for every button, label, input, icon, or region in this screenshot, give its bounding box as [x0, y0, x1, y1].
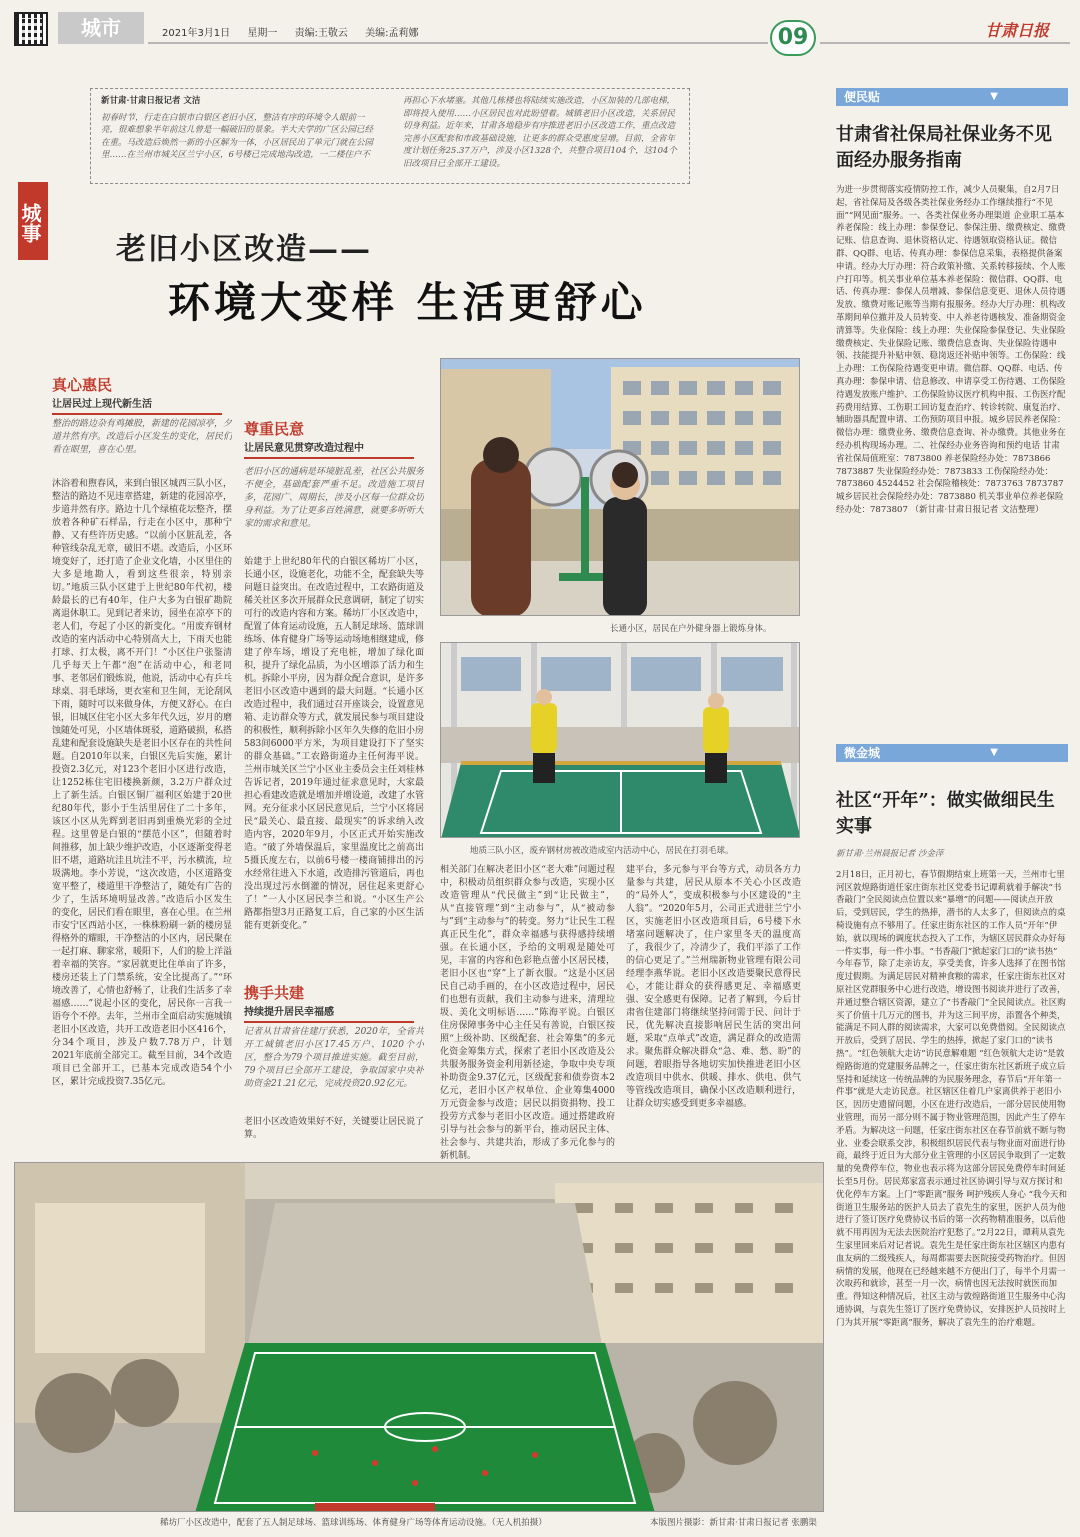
photo-aerial-illustration	[15, 1163, 824, 1512]
photo-credit: 本版图片摄影：新甘肃·甘肃日报记者 张鹏渠	[650, 1518, 817, 1528]
designer-credit: 美编:孟莉娜	[365, 28, 419, 39]
section-4-body-left: 相关部门在解决老旧小区“老大难”问题过程中，积极动员组织群众参与改造，实现小区改造管理从“代民做主”到“让民做主”，从“直接管理”到“主动参与”，从“被动参与”到“主动参与”的转变。努力“让民生工程真正民生化”，群众幸福感与获得感持续增强。在长通小区，予给的文明观是随处可见，丰富的内容和色彩艳点蕾小区居民楼，老旧小区也“穿”上了新衣服。“这是小区居民自己动手画的，在小区改造过程中，居民们也想有贡献，我们主动参与进来，清理垃圾、美化文明标语……”陈海平说。白银区住房保障事务中心主任吴有善说，白银区按照“上级补助、区级配套、社会筹集”的多元化资金筹集方式，探索了老旧小区改造及公共服务服务资金利用新径途，争取中央专项补助资金9.37亿元，区级配套和债券资本2亿元，老旧小区产权单位、企业筹集4000万元资金参与改造；居民以捐资捐物、投工投劳方式参与老旧小区改造。通过搭建政府引导与社会参与的新平台，推动居民主体、社会参与、共建共治，形成了多元化参与的新机制。	[440, 865, 615, 1160]
section-2-rule	[244, 457, 414, 459]
page-number: 09	[770, 20, 816, 56]
tag-bar-weijincheng	[836, 744, 1068, 762]
tag-convenience-label: 便民贴	[844, 90, 881, 104]
section-side-label: 城事	[18, 182, 48, 260]
convenience-title: 甘肃省社保局社保业务不见面经办服务指南	[836, 124, 1052, 171]
qr-code-icon[interactable]	[14, 12, 48, 46]
section-1-subtitle: 让居民过上现代新生活	[52, 399, 152, 410]
section-2-body: 始建于上世纪80年代的白银区稀坊厂小区，长通小区，设施老化，功能不全，配套缺失等问题日益突出。在改造过程中，工农路街道及稀关社区多次开展群众民意调研，制定了切实可行的改造内容和方案。稀坊厂小区改造中，配置了体育运动设施，五人制足球场、篮球训练场、体育健身广场等运动场地相继建成，修建了停车场，增设了充电桩，增加了绿化面积，提升了绿化品质，为小区增添了活力和生机。拆除小平房，因为群众配合意识，是许多老旧小区改造中遇到的最大问题。“长通小区改造过程中，我们通过召开座谈会，设置意见箱、走访群众等方式，就发展民参与项目建设的积极性，顺利拆除小区年久失修的危旧小房583间6000平方米，为项目建设打下了坚实的群众基础。”工农路街道办主任何海平说。兰州市城关区兰宁小区业主委员会主任刘桂林告诉记者，2019年通过征求意见时，大家最担心看建改造就是增加并增设道，改建了水管网。充分征求小区居民意见后，兰宁小区将居民“最关心、最直接、最现实”的诉求纳入改造内容，2020年9月，小区正式开始实施改造。“破了外墙保温后，家里温度比之前高出5摄氏度左右，以前6号楼一楼商铺排出的污水经常往进入下水道，改造排污管道后，再也没出现过污水倒灌的情况，居住起来更舒心了！”一人小区居民李兰和说。“小区生产公路都指望3月正路复工后，自己家的小区生活能有更新变化。”	[244, 557, 424, 931]
issue-weekday: 星期一	[247, 28, 278, 39]
photo-badminton-hall	[440, 642, 800, 838]
photo-aerial-football	[14, 1162, 824, 1512]
article-headline: 环境大变样 生活更舒心	[168, 278, 647, 327]
section-3-intro: 记者从甘肃省住建厅获悉，2020年，全省共开工城镇老旧小区17.45万户、1020个小区，整合为79个项目推进实施。截至目前，79个项目已全部开工建设，争取国家中央补助资金21.21亿元，完成投资20.92亿元。	[244, 1027, 424, 1089]
issue-date: 2021年3月1日	[162, 28, 231, 39]
section-2-subtitle: 让居民意见贯穿改造过程中	[244, 443, 364, 454]
section-3-body: 老旧小区改造效果好不好，关键要让居民说了算。	[244, 1117, 424, 1140]
lead-box	[90, 88, 690, 184]
triangle-down-icon: ▼	[990, 747, 998, 758]
section-1-body: 沐浴着和煦春风，来到白银区城西三队小区，整洁的路边不见违章搭建，新建的花园凉亭，步道井然有序。路边十几个绿植花坛整齐，摆放着各种矿石样品，行走在小区中，那种宁静、又有些许历史感。“以前小区脏乱差，各种管线杂乱无章，破旧不堪。改造后，小区环境变好了，还打造了企业文化墙，小区里住的大多是地勘人，看到这些很亲，特别亲切。”地质三队小区建于上世纪80年代初，楼龄最长的已有40年，住户大多为白银矿勘院离退休职工。见到记者来访，园坐在凉亭下的老人们，夸起了小区的新变化。“用废弃钢材改造的室内活动中心特别高大上，下雨天也能打球、打太极，离不开门！”小区住户张鉴清几乎每天上午都“泡”在活动中心，和老同事、老邻居们锻炼说，他说，活动中心有乒乓球桌、羽毛球场，更衣室和卫生间，无论刮风下雨，随时可以来做身体，方便又舒心。在白银，旧城区住宅小区大多年代久远，岁月的磨蚀随处可见，小区墙体斑驳，道路破损，私搭乱建和配套设施缺失是老旧小区存在的共性问题。自2010年以来，白银区先后实施，累计投资2.3亿元，对123个老旧小区进行改造，让1252栋住宅旧楼换新颜，3.2万户群众过上了新生活。白银区铜厂福利区始建于20世纪80年代，影小于生活里居住了二十多年，该区小区从先辉到老旧再到重焕光彩的全过程。这里曾是白银的“摆范小区”，但随着时间推移，加上缺少维护改造，小区逐渐变得老旧不堪，道路坑洼且坑洼不平，污水横流，垃圾满地。李小芳说，“这次改造，小区道路变宽平整了，楼道里干净整洁了，随处有广告的少了，生活环境明显改善。”改造后小区发生的变化，居民们看在眼里，喜在心里。在兰州市安宁区西站小区，一株株粉刷一新的楼房显得格外的耀眼，干净整洁的小区内，居民聚在一起打麻、聊家常，暖阳下，人们的脸上洋溢着幸福的笑容。“家居就更比住单亩了许多，楼房还装上了门禁系统，安全比提高了。”“环境改善了，心情也舒畅了，让我们生活多了幸福感……”说起小区的变化，居民你一言我一语夸个不停。去年，兰州市全面启动实施城镇老旧小区改造，共开工改造老旧小区416个，分34个项目，涉及户数7.78万户，计划2021年底前全部完工。截至目前，34个改造项目已全部开工，已基本完成改造54个小区，累计完成投资7.35亿元。	[52, 479, 232, 1087]
lead-byline: 新甘肃·甘肃日报记者 文洁	[101, 96, 201, 106]
section-1-rule	[52, 413, 222, 415]
tag-weijincheng-label: 微金城	[844, 746, 881, 760]
section-4-body-right: 建平台，多元参与平台等方式，动员各方力量参与共建，居民从原本不关心小区改造的“局外人”，变成积极参与小区建设的“主人翁”。“2020年5月，公司正式进驻兰宁小区，实施老旧小区改造项目后，6号楼下水堵塞问题解决了，住户家里冬天的温度高了，我很少了，冷清少了，我们平添了工作的信心更足了。”兰州瑞新物业管理有限公司经理李燕华说。老旧小区改造要聚民意得民心，才能让群众的获得感更足、幸福感更强、安全感更有保障。记者了解到，今后甘肃省住建部门将继续坚持问需于民、问计于民，优先解决直接影响居民生活的突出问题，采取“点单式”改造，满足群众的改造需求。聚焦群众解决群众“急、难、愁、盼”的问题，着眼指导各地切实加快推进老旧小区改造项目中供水、供暖、排水、供电、供气等管线改造项目，确保小区改造顺利进行，让群众切实感受到更多幸福感。	[626, 865, 801, 1109]
triangle-down-icon: ▼	[990, 91, 998, 102]
photo-fitness-illustration	[441, 359, 800, 616]
section-2-intro: 老旧小区的通病是环境脏乱差，社区公共服务不便全，基础配套严重不足。改造施工项目多，花园广、周期长，涉及小区每一位群众切身利益。为了让更多百姓满意，就要多听听大家的需求和意见。	[244, 467, 424, 529]
section-1-header	[52, 374, 232, 415]
section-3-header	[244, 982, 424, 1023]
article-kicker: 老旧小区改造——	[116, 232, 372, 267]
section-1-intro: 整治的路边杂有鸡摊股，新建的花园凉亭，夕道井然有序。改造后小区发生的变化，居民们看在眼里，喜在心里。	[52, 419, 232, 455]
header-meta	[162, 24, 433, 39]
header-rule-right	[820, 42, 1070, 44]
community-body: 2月18日，正月初七，春节假期结束上班第一天，兰州市七里河区敦煌路街道任家庄街东社区党委书记谭莉就着手解决“书香敲门”全民阅读点位置以来“暴增”的问题——阅读点开放后，受到居民，学生的热捧，潜书的人太多了，但阅读点的桌椅设施有点不够用了。任家庄街东社区的工作人员“开年”伊始，就以现场的调度状态投入了工作，为辖区居民群众办好每一件实事，每一件小事。“书香敲门”掀起家门口的“读书热” 今年春节，除了走亲访友，享受美食，许多人选择了在图书馆度过假期。为满足居民对精神食粮的需求，任家庄街东社区对原社区党群服务中心进行改造，增设图书阅读并进行了改善，并通过整合辖区资源，建立了“书香敲门”全民阅读点。社区购买了价值十几万元的图书，并为这三间平房，添置各个种类，能满足不同人群的阅读需求，大家可以免费借阅。全民阅读点开放后，受到了居民、学生的热捧，掀起了家门口的“读书热”。“红色领航大走访”访民意解难题 “红色领航大走访”是敦煌路街道的党建服务品牌之一，任家庄街东社区新班子成立后坚持和延续这一传统品牌的为民服务理念，春节后“开年第一件事”就是大走访民意。社区辖区住着几户家离供养于老旧小区，因历史遗留问题，小区在进行改造后，一部分居民使用物业管理，而另一部分则不属于物业管理范围，因此产生了停车矛盾。为解决这一问题，任家庄街东社区在春节前就不断与物业、业委会联系交涉，积极组织居民代表与物业面对面进行协商，最终于近日为大部分业主管理的小区居民争取到了一定数量的免费停车位，物业也表示将为这部分居民免费停车时间延长至5月份。居民郑家富表示通过社区协调引导与双方探讨和优化停车方案。上门“零距离”服务 呵护残疾人身心 “我今天和街道卫生服务站的医护人员去了袁先生的家里，医护人员为他进行了签订医疗免费协议书后的第一次药物精准服务，以后他就不用再因为无法去医院治疗犯愁了。”2月22日，谭莉从袁先生家里回来后对记者说。袁先生是任家庄街东社区辖区内患有血友病的二级残疾人，每周都需要去医院接受药物治疗。但因病情的发展，他现在已经越来越不方便出门了，每半个月需一次取药和就诊，甚至一月一次，病情也因无法按时就医而加重。得知这种情况后，社区主动与敦煌路街道卫生服务中心沟通协调，与袁先生签订了医疗免费协议，安排医护人员按时上门为其开展“零距离”服务，解决了袁先生的治疗难题。	[836, 869, 1067, 1328]
right-column-bottom	[836, 744, 1068, 1530]
photo-2-caption: 地质三队小区，废弃钢材房被改造成室内活动中心，居民在打羽毛球。	[470, 846, 734, 856]
tag-bar-convenience	[836, 88, 1068, 106]
photo-1-caption: 长通小区，居民在户外健身器上锻炼身体。	[610, 624, 772, 634]
lead-text-1: 初春时节，行走在白银市白银区老旧小区，整洁有序的环境令人眼前一亮，很难想象半年前这儿曾是一幅破旧的景象。半大夫学的广区公园已经在重。马改造后焕然一新的小区解为一体，小区居民出了单元门就在公园里……在兰州市城关区兰宁小区，6号楼已完成地沟改造，一二楼住户不	[101, 112, 374, 160]
right-column-top	[836, 88, 1068, 778]
section-3-subtitle: 持续提升居民幸福感	[244, 1007, 334, 1018]
page-header	[0, 0, 1080, 56]
section-2-title: 尊重民意	[244, 420, 305, 438]
section-3-title: 携手共建	[244, 984, 305, 1002]
community-title: 社区“开年”：做实做细民生实事	[836, 790, 1055, 837]
lead-column-left	[101, 95, 381, 162]
community-byline: 新甘肃·兰州晨报记者 沙金萍	[836, 849, 944, 859]
photo-3-caption: 稀坊厂小区改造中，配套了五人制足球场、篮球训练场、体育健身广场等体育运动设施。（无人机拍摄）	[160, 1518, 547, 1528]
convenience-body: 为进一步贯彻落实疫情防控工作，减少人员聚集，自2月7日起，省社保局及各级各类社保业务经办工作继续推行“不见面”“网见面”服务。一、各类社保业务办理渠道 企业职工基本养老保险：线上办理：参保登记、参保注册、缴费核定、缴费记账、信息查询、退休资格认定、待遇领取资格认证。微信群、QQ群、电话、传真办理：参保信息采集，表格提供备案申请。经办大厅办理：符合政策补缴、关系转移接续、个人账户打印等。机关事业单位基本养老保险：微信群、QQ群、电话、传真办理：参保人员增减、参保信息变更、退休人员待遇发放、缴费对账记账等当期有报服务。经办大厅办理：机构改革期间单位撤并及人员转变、中人养老待遇核发、准备期资金清算等。失业保险：线上办理：失业保险参保登记、失业保险缴费核定、失业保险记账、缴费信息查询、失业保险待遇申领、技能提升补贴申领、稳岗返还补贴申领等。工伤保险：线上办理：工伤保险待遇变更申请。微信群、QQ群、电话、传真办理：参保申请、信息修改、申请享受工伤待遇、工伤保险待遇发放账户维护、工伤保险协议医疗机构申报、工伤医疗配药费用结算、工伤职工回访复查治疗、转诊转院、康复治疗、辅助器具配置申请、工伤预防项目申报。城乡居民养老保险：微信办理：缴费业务、缴费信息查询、补办缴费。其他业务在经办机构现场办理。二、社保经办业务咨询和预约电话 甘肃省社保局值班室：7873800 养老保险经办处：7873866 7873887 失业保险经办处：7873833 工伤保险经办处：7873860 4524452 社会保险稽核处：7873763 7873787 城乡居民社会保险经办处：7873880 机关事业单位养老保险经办处：7873807 （新甘肃·甘肃日报记者 文洁整理）	[836, 185, 1066, 515]
lead-column-right: 再担心下水堵塞。其他几栋楼也将陆续实施改造，小区加装的几部电梯，即将投入使用……小区居民也对此盼望着。城镇老旧小区改造，关系居民切身利益。近年来，甘肃各地稳步有序推进老旧小区改造工作，重点改造完善小区配套和市政基础设施，让更多的群众受惠度呈增。目前，全省年度计划任务25.37万户，涉及小区1328个，共整合项目104个，这104个旧改项目已全部开工建设。	[403, 96, 677, 169]
section-1-title: 真心惠民	[52, 376, 113, 394]
header-rule	[148, 42, 768, 44]
photo-badminton-illustration	[441, 643, 800, 838]
masthead-logo: 甘肃日报	[985, 21, 1050, 40]
editor-credit: 责编:王敬云	[294, 28, 348, 39]
section-tab: 城市	[58, 12, 144, 44]
photo-fitness-equipment	[440, 358, 800, 616]
section-2-header	[244, 418, 424, 459]
section-3-rule	[244, 1021, 414, 1023]
